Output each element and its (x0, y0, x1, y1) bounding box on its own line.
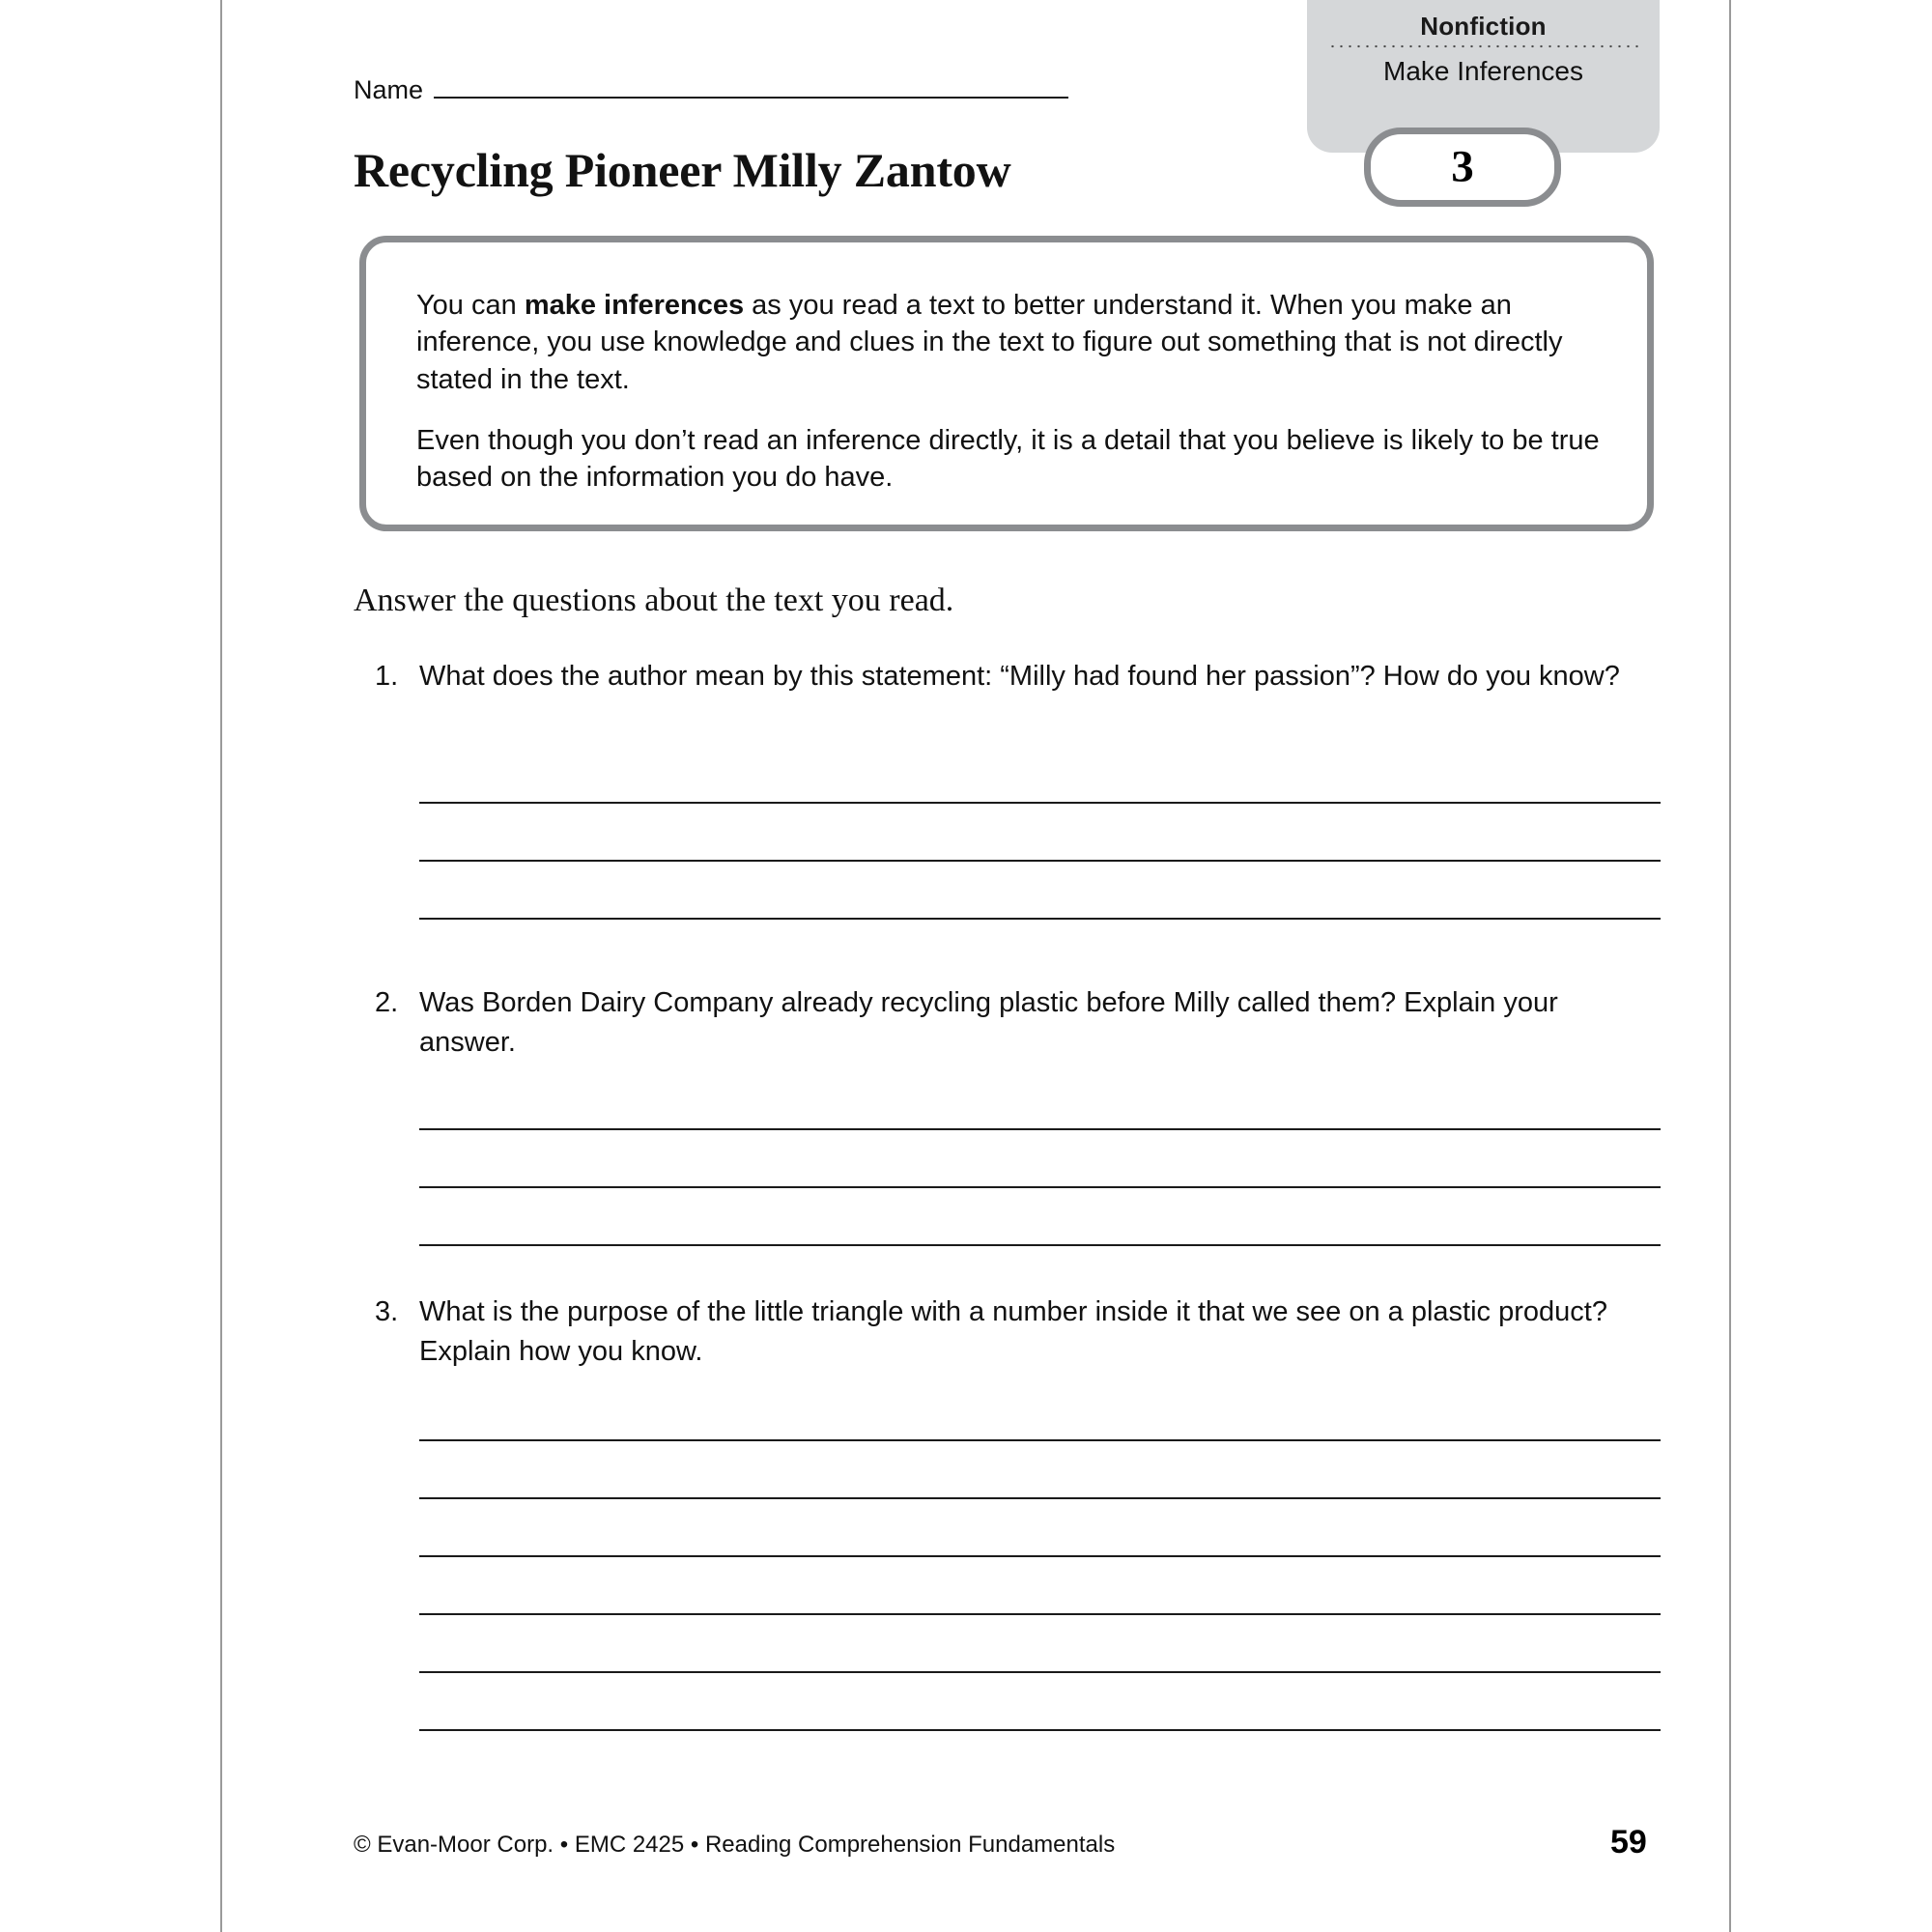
question-3-text: What is the purpose of the little triangle with a number inside it that we see on a plastic product? Explain how you know. (419, 1296, 1607, 1367)
question-2 (375, 983, 1660, 1062)
name-field-row (354, 75, 1068, 105)
answer-line[interactable] (419, 1497, 1661, 1499)
answer-line[interactable] (419, 1439, 1661, 1441)
question-1-text: What does the author mean by this statement: “Milly had found her passion”? How do you know? (419, 661, 1620, 692)
answer-line[interactable] (419, 1613, 1661, 1615)
answer-line[interactable] (419, 860, 1661, 862)
name-input[interactable] (434, 77, 1068, 99)
answer-line[interactable] (419, 1128, 1661, 1130)
footer-page-number: 59 (1610, 1824, 1647, 1861)
name-label: Name (354, 75, 424, 104)
question-3 (375, 1293, 1660, 1371)
tab-genre-label: Nonfiction (1420, 12, 1547, 41)
answer-line[interactable] (419, 1244, 1661, 1246)
tab-number-badge (1364, 128, 1561, 207)
answer-line[interactable] (419, 1555, 1661, 1557)
question-2-answer-area[interactable] (419, 1090, 1661, 1246)
skill-paragraph-2: Even though you don’t read an inference directly, it is a detail that you believe is likely to be true based on the information you do have. (416, 425, 1600, 494)
answer-line[interactable] (419, 1729, 1661, 1731)
tab-skill-label: Make Inferences (1383, 56, 1583, 86)
skill-paragraph-1 (416, 287, 1618, 398)
question-1 (375, 657, 1660, 696)
question-2-text: Was Borden Dairy Company already recycling plastic before Milly called them? Explain your answer. (419, 987, 1558, 1058)
dotted-divider-icon (1328, 44, 1638, 48)
skill-p1-bold-term: make inferences (524, 290, 745, 321)
answer-line[interactable] (419, 918, 1661, 920)
question-1-number: 1. (375, 661, 399, 692)
question-2-number: 2. (375, 987, 399, 1018)
answer-line[interactable] (419, 802, 1661, 804)
directions-text: Answer the questions about the text you read. (354, 582, 954, 618)
page-left-rule (220, 0, 222, 1932)
skill-explanation-box (359, 236, 1654, 531)
question-3-answer-area[interactable] (419, 1399, 1661, 1731)
answer-line[interactable] (419, 1671, 1661, 1673)
answer-line[interactable] (419, 1186, 1661, 1188)
skill-p1-rest: as you read a text to better understand it. When you make an inference, you use knowledge and clues in the text to figure out something that is not directly stated in the text. (416, 290, 1563, 395)
footer-credit: © Evan-Moor Corp. • EMC 2425 • Reading Comprehension Fundamentals (354, 1832, 1116, 1858)
skill-p1-lead: You can (416, 290, 525, 321)
question-3-number: 3. (375, 1296, 399, 1327)
question-1-answer-area[interactable] (419, 763, 1661, 920)
tab-number-label: 3 (1451, 141, 1474, 192)
page-right-rule (1729, 0, 1731, 1932)
page-title: Recycling Pioneer Milly Zantow (354, 143, 1011, 197)
